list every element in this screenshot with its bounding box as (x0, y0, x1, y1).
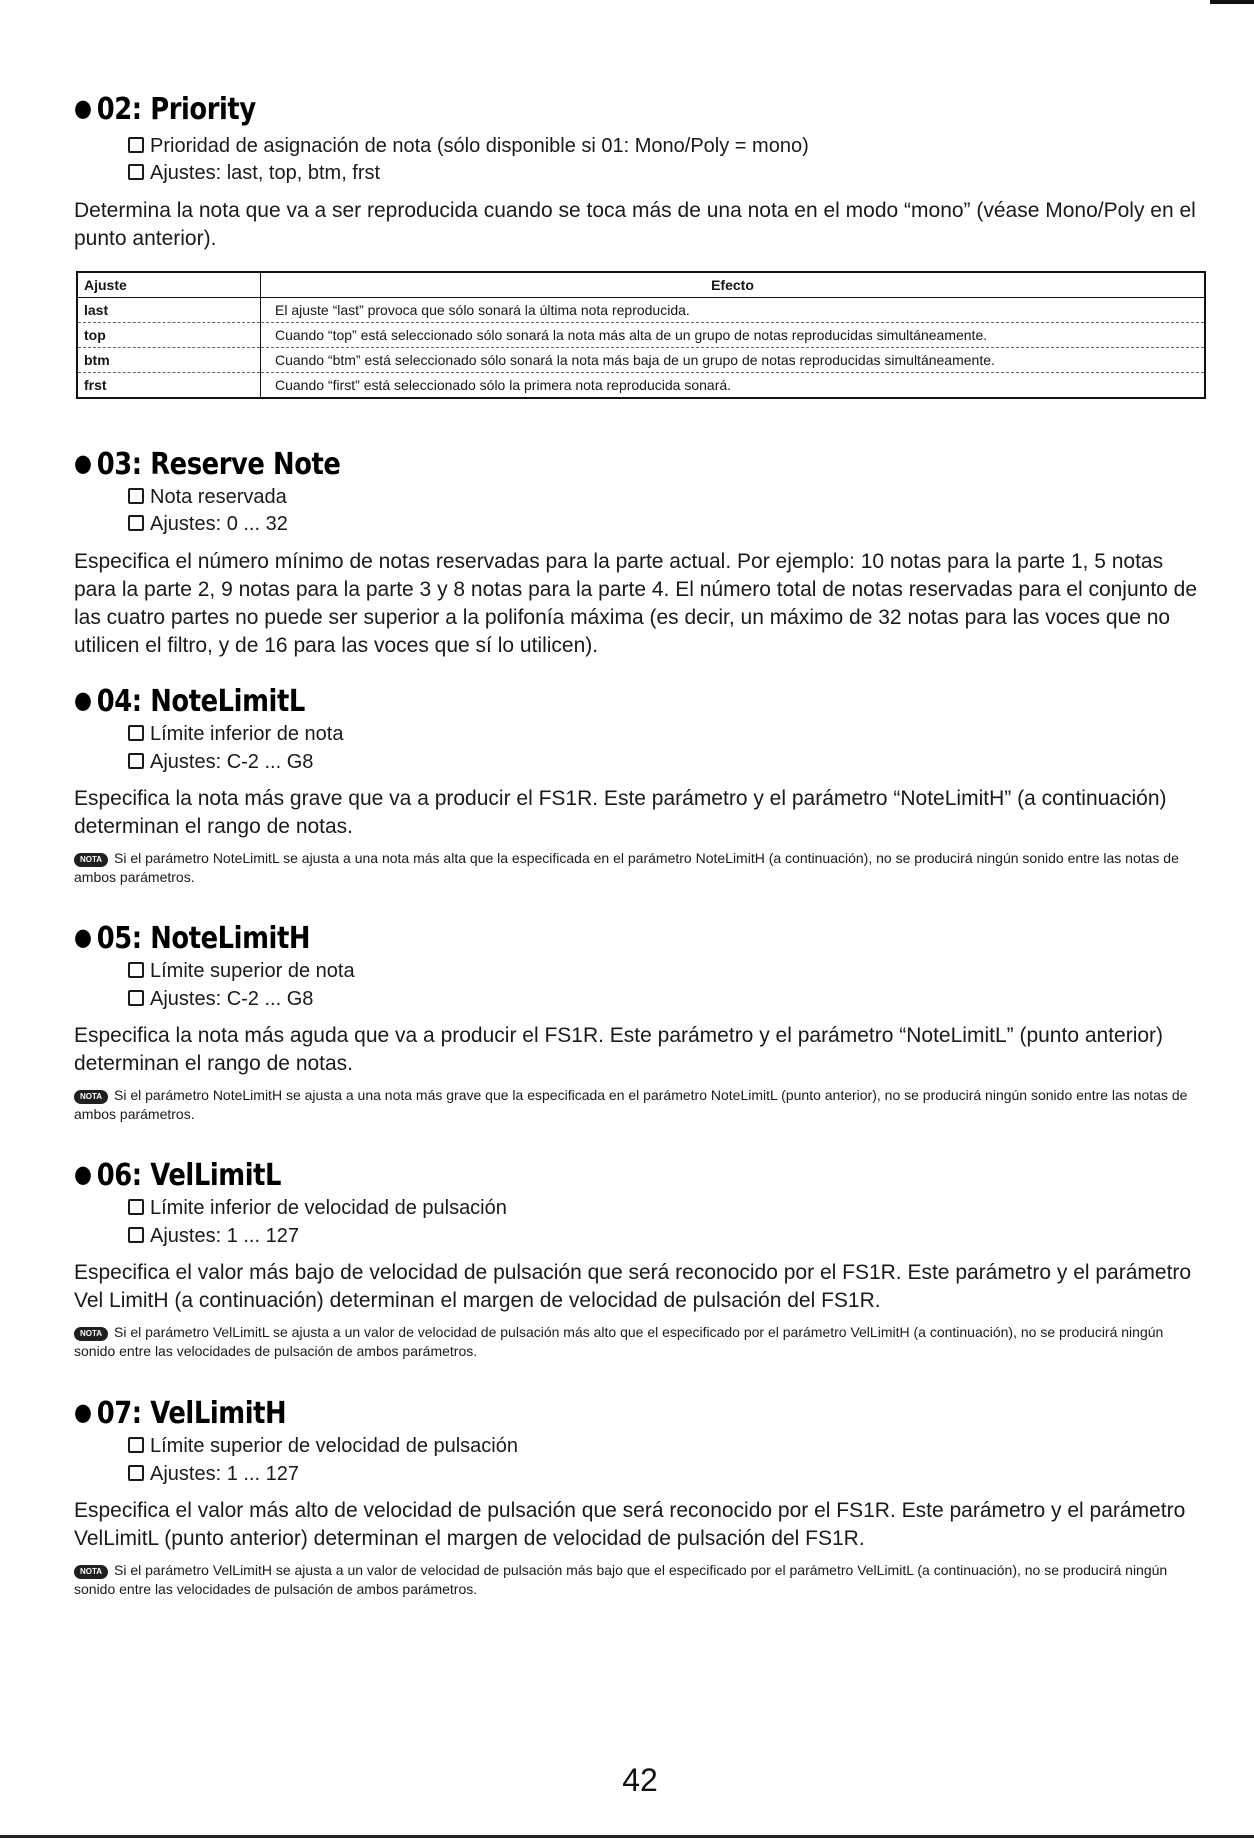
description-line (128, 1194, 507, 1222)
table-cell-effect: Cuando “top” está seleccionado sólo sonará la nota más alta de un grupo de notas reproducidas simultáneamente. (261, 323, 1206, 348)
table-row (77, 323, 1205, 348)
heading-text: 03: Reserve Note (96, 447, 341, 482)
bullet-icon: ● (74, 1160, 92, 1188)
bullet-icon: ● (74, 1398, 92, 1426)
section-heading (74, 1396, 286, 1431)
table-row (77, 373, 1205, 399)
page-number: 42 (622, 1762, 658, 1798)
settings-line (128, 159, 380, 187)
checkbox-icon (128, 725, 144, 741)
checkbox-icon (128, 488, 144, 504)
checkbox-icon (128, 164, 144, 180)
note-text: Si el parámetro VelLimitH se ajusta a un valor de velocidad de pulsación más bajo que el especificado por el parámetro VelLimitL (a continuación), no se producirá ningún sonido entre las velocidades de pulsación de ambos parámetros. (74, 1562, 1168, 1597)
table-cell-effect: Cuando “first” está seleccionado sólo la primera nota reproducida sonará. (261, 373, 1206, 399)
section-heading (74, 92, 256, 127)
table-cell-setting: last (77, 298, 261, 323)
corner-mark (1210, 0, 1254, 4)
section-heading (74, 921, 310, 956)
section-body: Especifica la nota más grave que va a producir el FS1R. Este parámetro y el parámetro “NoteLimitH” (a continuación) determinan el rango de notas. (74, 787, 1167, 838)
checkbox-icon (128, 990, 144, 1006)
checkbox-icon (128, 1465, 144, 1481)
note-icon: NOTA (74, 1327, 108, 1341)
table-cell-setting: frst (77, 373, 261, 399)
description-text: Límite superior de nota (150, 960, 355, 982)
note-icon: NOTA (74, 1090, 108, 1104)
description-text: Nota reservada (150, 486, 287, 508)
table-cell-setting: top (77, 323, 261, 348)
section-body: Especifica el valor más bajo de velocidad de pulsación que será reconocido por el FS1R. Este parámetro y el parámetro Vel LimitH (a continuación) determinan el margen de velocidad de pulsación del FS1R. (74, 1261, 1192, 1312)
heading-text: 07: VelLimitH (96, 1396, 287, 1431)
description-line (128, 483, 287, 511)
settings-text: Ajustes: C-2 ... G8 (150, 988, 314, 1010)
settings-text: Ajustes: 1 ... 127 (150, 1225, 299, 1247)
description-line (128, 1432, 518, 1460)
section-body: Especifica la nota más aguda que va a producir el FS1R. Este parámetro y el parámetro “NoteLimitL” (punto anterior) determinan el rango de notas. (74, 1024, 1164, 1075)
checkbox-icon (128, 1437, 144, 1453)
table-row (77, 298, 1205, 323)
section-heading (74, 684, 305, 719)
checkbox-icon (128, 137, 144, 153)
settings-line (128, 510, 288, 538)
description-text: Límite inferior de nota (150, 723, 344, 745)
bottom-rule (0, 1835, 1254, 1838)
bullet-icon: ● (74, 449, 92, 477)
table-header-setting: Ajuste (77, 272, 261, 298)
description-text: Límite superior de velocidad de pulsación (150, 1435, 518, 1457)
heading-text: 02: Priority (96, 92, 256, 127)
note-icon: NOTA (74, 853, 108, 867)
checkbox-icon (128, 962, 144, 978)
heading-text: 04: NoteLimitL (96, 684, 305, 719)
note-text: Si el parámetro NoteLimitH se ajusta a una nota más grave que la especificada en el parámetro NoteLimitL (punto anterior), no se producirá ningún sonido entre las notas de ambos parámetros. (74, 1087, 1188, 1122)
description-line (128, 132, 809, 160)
description-line (128, 720, 343, 748)
section-heading (74, 1158, 281, 1193)
settings-line (128, 748, 313, 776)
section-body: Especifica el valor más alto de velocidad de pulsación que será reconocido por el FS1R. Este parámetro y el parámetro VelLimitL (punto anterior) determinan el margen de velocidad de pulsación del FS1R. (74, 1499, 1186, 1550)
table-row (77, 348, 1205, 373)
settings-line (128, 985, 313, 1013)
section-body: Determina la nota que va a ser reproducida cuando se toca más de una nota en el modo “mono” (véase Mono/Poly en el punto anterior). (74, 199, 1196, 250)
section-body: Especifica el número mínimo de notas reservadas para la parte actual. Por ejemplo: 10 notas para la parte 1, 5 notas para la parte 2, 9 notas para la parte 3 y 8 notas para la parte 4. El número total de notas reservadas para el conjunto de las cuatro partes no puede ser superior a la polifonía máxima (es decir, un máximo de 32 notas para las voces que no utilicen el filtro, y de 16 para las voces que sí lo utilicen). (74, 550, 1198, 657)
note-block (74, 1561, 1204, 1599)
description-line (128, 957, 355, 985)
checkbox-icon (128, 1227, 144, 1243)
priority-table (76, 271, 1206, 399)
table-header-effect: Efecto (261, 272, 1206, 298)
table-cell-setting: btm (77, 348, 261, 373)
description-text: Prioridad de asignación de nota (sólo disponible si 01: Mono/Poly = mono) (150, 135, 809, 157)
description-text: Límite inferior de velocidad de pulsación (150, 1197, 507, 1219)
settings-text: Ajustes: C-2 ... G8 (150, 751, 314, 773)
bullet-icon: ● (74, 686, 92, 714)
table-header-row (77, 272, 1205, 298)
settings-line (128, 1460, 299, 1488)
note-block (74, 1323, 1204, 1361)
settings-text: Ajustes: 0 ... 32 (150, 513, 288, 535)
settings-text: Ajustes: 1 ... 127 (150, 1463, 299, 1485)
table-cell-effect: Cuando “btm” está seleccionado sólo sonará la nota más baja de un grupo de notas reproducidas simultáneamente. (261, 348, 1206, 373)
note-text: Si el parámetro NoteLimitL se ajusta a una nota más alta que la especificada en el parámetro NoteLimitH (a continuación), no se producirá ningún sonido entre las notas de ambos parámetros. (74, 850, 1179, 885)
bullet-icon: ● (74, 94, 92, 122)
note-text: Si el parámetro VelLimitL se ajusta a un valor de velocidad de pulsación más alto que el especificado por el parámetro VelLimitH (a continuación), no se producirá ningún sonido entre las velocidades de pulsación de ambos parámetros. (74, 1324, 1164, 1359)
note-block (74, 1086, 1204, 1124)
note-icon: NOTA (74, 1565, 108, 1579)
checkbox-icon (128, 753, 144, 769)
checkbox-icon (128, 1199, 144, 1215)
settings-line (128, 1222, 299, 1250)
bullet-icon: ● (74, 923, 92, 951)
section-heading (74, 447, 340, 482)
table-cell-effect: El ajuste “last” provoca que sólo sonará la última nota reproducida. (261, 298, 1206, 323)
checkbox-icon (128, 515, 144, 531)
note-block (74, 849, 1204, 887)
settings-text: Ajustes: last, top, btm, frst (150, 162, 381, 184)
heading-text: 06: VelLimitL (96, 1158, 282, 1193)
heading-text: 05: NoteLimitH (96, 921, 311, 956)
